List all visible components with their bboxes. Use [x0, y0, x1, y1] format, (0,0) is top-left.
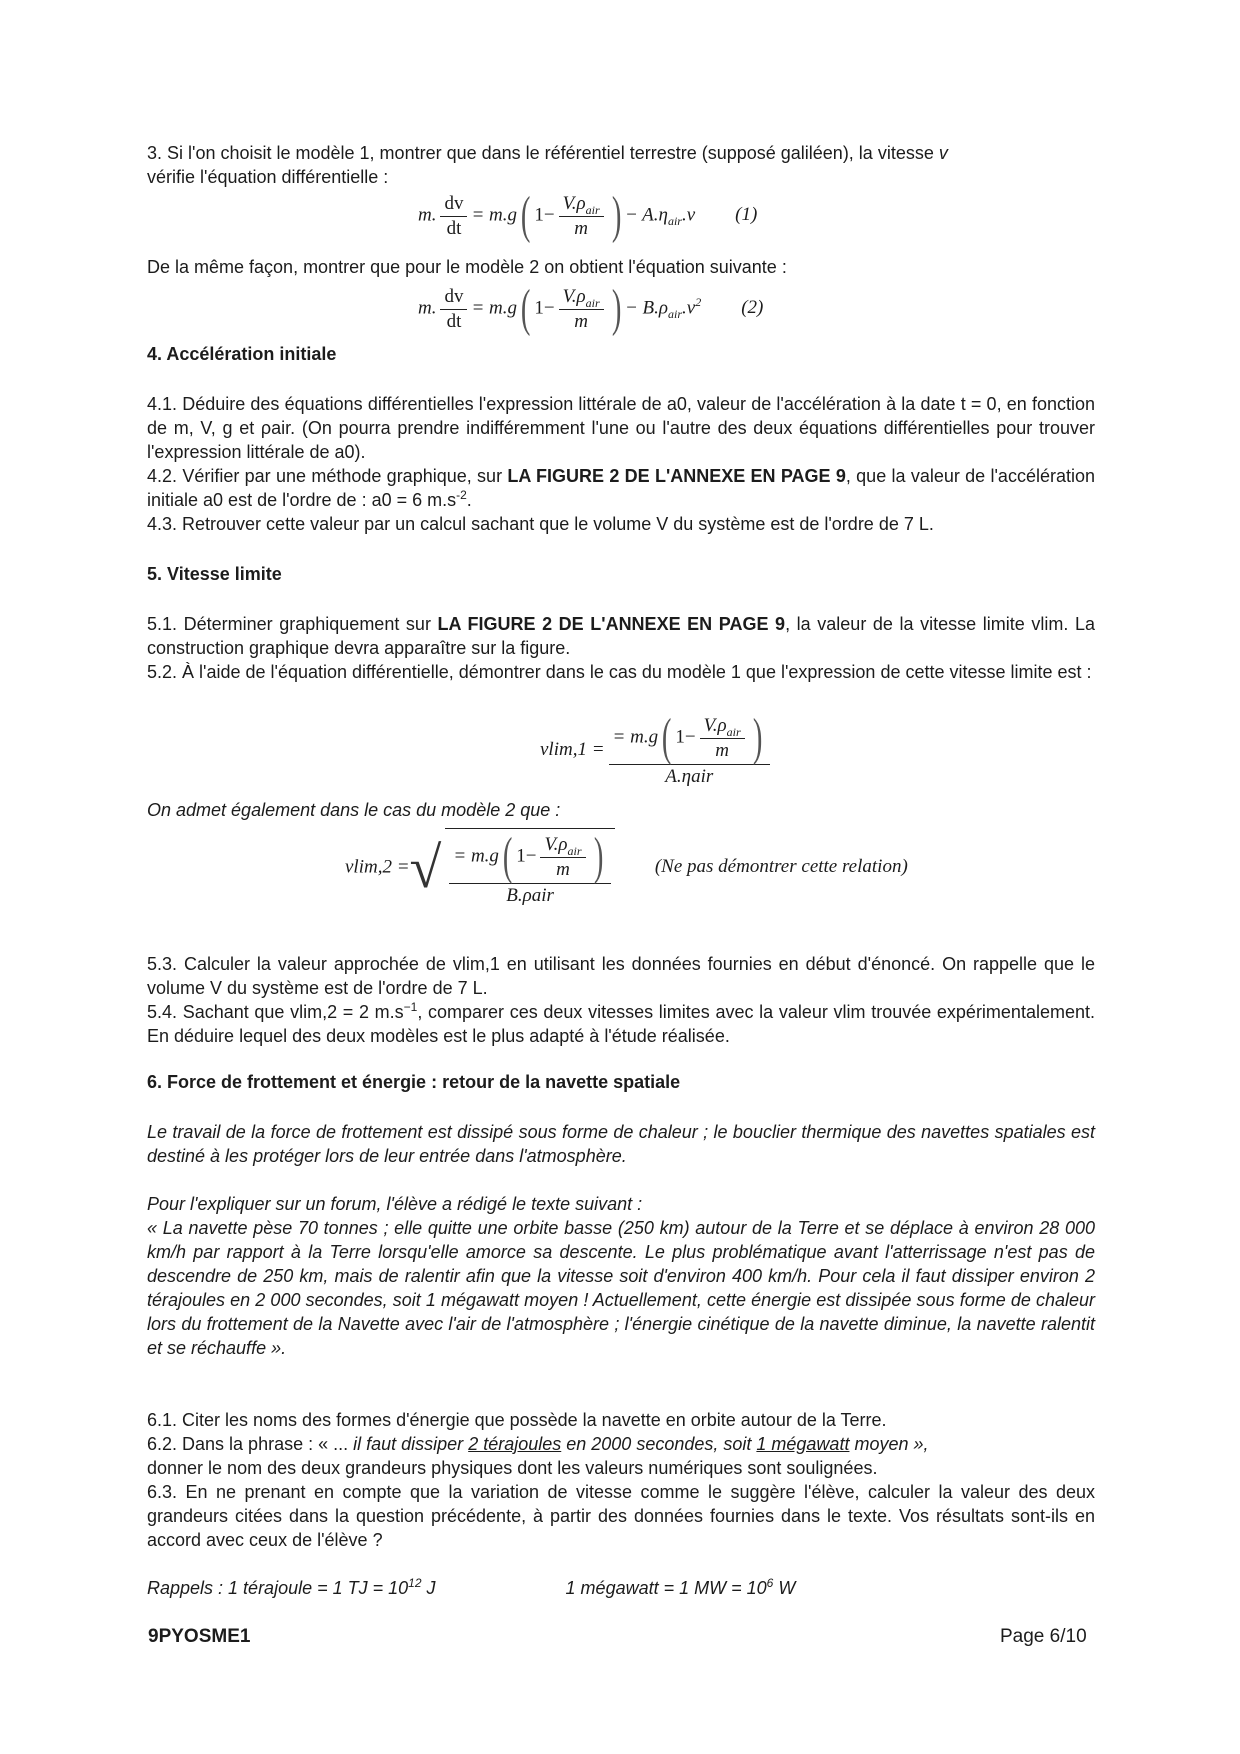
equation-2-tag: (2): [741, 297, 764, 319]
q3-line3: De la même façon, montrer que pour le modèle 2 on obtient l'équation suivante :: [147, 257, 787, 277]
equation-1: m. $\frac{dv}{dt}$ = m.g( 1− $\frac{V.\rho_{air}}{m}$ ) − $A.\eta_{air}.v$ (1): [418, 187, 758, 244]
q53-paragraph: 5.3. Calculer la valeur approchée de vlim,1 en utilisant les données fournies en début d'énoncé. On rappelle que le volume V du système est de l'ordre de 7 L.: [147, 954, 1095, 998]
document-code: 9PYOSME1: [148, 1626, 251, 1647]
q51-paragraph: 5.1. Déterminer graphiquement sur LA FIGURE 2 DE L'ANNEXE EN PAGE 9, la valeur de la vitesse limite vlim. La construction graphique devra apparaître sur la figure.: [147, 614, 1095, 658]
no-demonstration-note: (Ne pas démontrer cette relation): [654, 856, 908, 878]
vlim1-formula: vlim,1 = = m.g( 1− $\frac{V.\rho_{air}}{m}$ ) A.ηair: [540, 712, 774, 789]
section-6-title: 6. Force de frottement et énergie : retour de la navette spatiale: [147, 1072, 681, 1092]
vlim2-formula: vlim,2 =√ = m.g( 1− $\frac{V.\rho_{air}}{m}$ ) B.ρair (Ne pas démontrer cette relation): [345, 828, 908, 906]
section-5-title: 5. Vitesse limite: [147, 564, 282, 584]
s6-intro: Le travail de la force de frottement est dissipé sous forme de chaleur ; le bouclier thermique des navettes spatiales est destiné à les protéger lors de leur entrée dans l'atmosphère.: [147, 1122, 1095, 1166]
q3-paragraph: [147, 141, 1095, 189]
q43-paragraph: 4.3. Retrouver cette valeur par un calcul sachant que le volume V du système est de l'ordre de 7 L.: [147, 514, 934, 534]
rappels-line: Rappels : 1 térajoule = 1 TJ = $10^{12}$ J 1 mégawatt = 1 MW = $10^6$ W: [147, 1576, 796, 1598]
s6-forum: Pour l'expliquer sur un forum, l'élève a rédigé le texte suivant :: [147, 1194, 643, 1214]
q3-line2: vérifie l'équation différentielle :: [147, 167, 389, 187]
equation-1-tag: (1): [735, 204, 758, 226]
sqrt-icon: √: [409, 835, 442, 900]
q63-paragraph: 6.3. En ne prenant en compte que la variation de vitesse comme le suggère l'élève, calculer la valeur des deux grandeurs citées dans la question précédente, à partir des données fournies dans le texte. Vos résultats sont-ils en accord avec ceux de l'élève ?: [147, 1482, 1095, 1550]
q3-v: v: [938, 143, 948, 163]
s6-quote: « La navette pèse 70 tonnes ; elle quitte une orbite basse (250 km) autour de la Terre et se déplace à environ 28 000 km/h par rapport à la Terre lorsqu'elle amorce sa descente. Le plus problématique avant l'atterrissage n'est pas de descendre de 250 km, mais de ralentir afin que la vitesse soit d'environ 400 km/h. Pour cela il faut dissiper environ 2 térajoules en 2 000 secondes, soit 1 mégawatt moyen ! Actuellement, cette énergie est dissipée sous forme de chaleur lors du frottement de la Navette avec l'air de l'atmosphère ; l'énergie cinétique de la navette diminue, la navette ralentit et se réchauffe ».: [147, 1218, 1095, 1358]
q52-paragraph: 5.2. À l'aide de l'équation différentielle, démontrer dans le cas du modèle 1 que l'expression de cette vitesse limite est :: [147, 662, 1092, 682]
q61-paragraph: 6.1. Citer les noms des formes d'énergie que possède la navette en orbite autour de la Terre.: [147, 1410, 887, 1430]
section-4-title: 4. Accélération initiale: [147, 344, 337, 364]
q54-paragraph: 5.4. Sachant que vlim,2 = 2 $m.s^{-1}$, comparer ces deux vitesses limites avec la valeur vlim trouvée expérimentalement. En déduire lequel des deux modèles est le plus adapté à l'étude réalisée.: [147, 1000, 1095, 1046]
q42-paragraph: 4.2. Vérifier par une méthode graphique, sur LA FIGURE 2 DE L'ANNEXE EN PAGE 9, que la valeur de l'accélération initiale a0 est de l'ordre de : a0 = 6 $m.s^{-2}$.: [147, 466, 1095, 510]
q62-paragraph: 6.2. Dans la phrase : « ... il faut dissiper 2 térajoules en 2000 secondes, soit 1 mégawatt moyen », donner le nom des deux grandeurs physiques dont les valeurs numériques sont soulignées.: [147, 1434, 929, 1478]
q41-paragraph: 4.1. Déduire des équations différentielles l'expression littérale de a0, valeur de l'accélération à la date t = 0, en fonction de m, V, g et ρair. (On pourra prendre indifféremment l'une ou l'autre des deux équations différentielles pour trouver l'expression littérale de a0).: [147, 394, 1095, 462]
q3-line1: 3. Si l'on choisit le modèle 1, montrer que dans le référentiel terrestre (supposé galiléen), la vitesse: [147, 143, 939, 163]
equation-2: m. $\frac{dv}{dt}$ = m.g( 1− $\frac{V.\rho_{air}}{m}$ ) − $B.\rho_{air}.v^2$ (2): [418, 280, 764, 337]
admet-sentence: On admet également dans le cas du modèle 2 que :: [147, 800, 561, 820]
page-number: Page 6/10: [1000, 1626, 1087, 1647]
